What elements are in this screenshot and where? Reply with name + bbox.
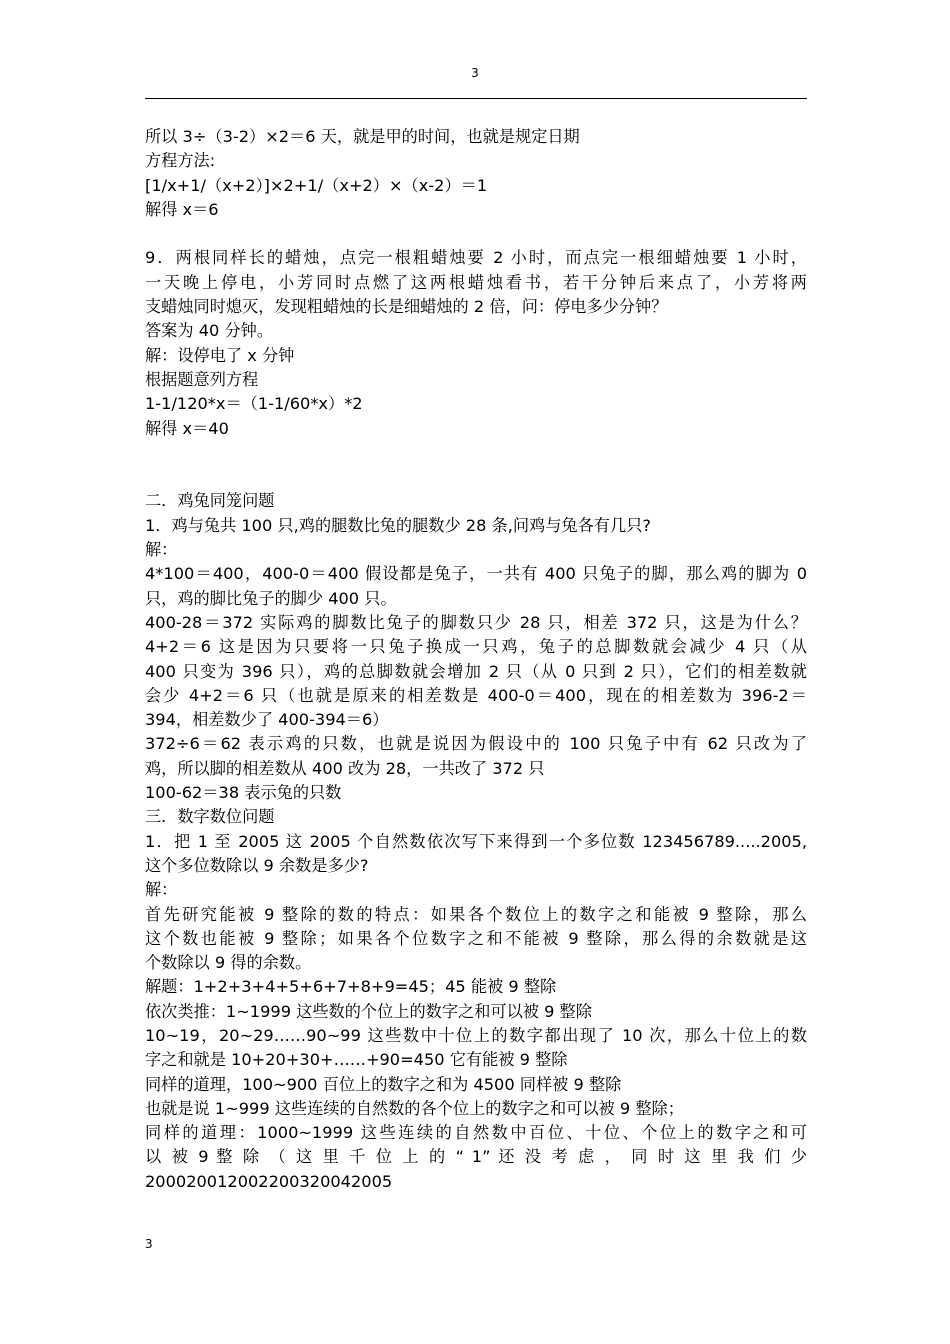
text-line: 10~19，20~29……90~99 这些数中十位上的数字都出现了 10 次，那么十位上的数 bbox=[145, 1025, 807, 1045]
text-line: 9．两根同样长的蜡烛，点完一根粗蜡烛要 2 小时，而点完一根细蜡烛要 1 小时， bbox=[145, 248, 807, 268]
text-line: 只，鸡的脚比兔子的脚少 400 只。 bbox=[145, 588, 397, 608]
text-line: 答案为 40 分钟。 bbox=[145, 321, 274, 341]
text-line: 也就是说 1~999 这些连续的自然数的各个位上的数字之和可以被 9 整除； bbox=[145, 1098, 684, 1118]
text-line: 根据题意列方程 bbox=[145, 369, 259, 389]
text-line: 解：设停电了 x 分钟 bbox=[145, 345, 295, 365]
header-divider bbox=[145, 98, 807, 99]
text-line: 400 只变为 396 只），鸡的总脚数就会增加 2 只（从 0 只到 2 只），它们的相差数就 bbox=[145, 661, 807, 681]
text-line: 2000200120022003200420​05 bbox=[145, 1171, 393, 1191]
text-line: 以 被 9 整 除 （ 这 里 千 位 上 的 “ 1” 还 没 考 虑 ， 同 时 这 里 我 们 少 bbox=[145, 1147, 807, 1167]
text-line bbox=[145, 465, 807, 489]
text-line: 372÷6＝62 表示鸡的只数，也就是说因为假设中的 100 只兔子中有 62 只改为了 bbox=[145, 734, 807, 754]
text-line: 二．鸡兔同笼问题 bbox=[145, 491, 275, 511]
text-line: 三．数字数位问题 bbox=[145, 807, 275, 827]
text-line: 1．鸡与兔共 100 只,鸡的腿数比兔的腿数少 28 条,问鸡与兔各有几只? bbox=[145, 515, 651, 535]
text-line: 字之和就是 10+20+30+……+90=450 它有能被 9 整除 bbox=[145, 1050, 568, 1070]
text-line: 解得 x＝40 bbox=[145, 418, 229, 438]
text-line: 4+2＝6 这是因为只要将一只兔子换成一只鸡，兔子的总脚数就会减少 4 只（从 bbox=[145, 637, 807, 657]
text-line bbox=[145, 222, 807, 246]
text-line: 解： bbox=[145, 880, 178, 900]
text-line: 100-62＝38 表示兔的只数 bbox=[145, 783, 342, 803]
text-line: 1-1/120*x＝（1-1/60*x）*2 bbox=[145, 394, 363, 414]
text-line: 解得 x＝6 bbox=[145, 199, 219, 219]
text-line: 4*100＝400，400-0＝400 假设都是兔子，一共有 400 只兔子的脚，那么鸡的脚为 0 bbox=[145, 564, 807, 584]
text-line: [1/x+1/（x+2）]×2+1/（x+2）×（x-2）＝1 bbox=[145, 175, 488, 195]
text-line: 所以 3÷（3-2）×2＝6 天，就是甲的时间，也就是规定日期 bbox=[145, 127, 580, 146]
text-line: 同样的道理：1000~1999 这些连续的自然数中百位、十位、个位上的数字之和可 bbox=[145, 1123, 807, 1143]
text-line bbox=[145, 441, 807, 465]
text-line: 这个多位数除以 9 余数是多少? bbox=[145, 855, 369, 875]
text-line: 解： bbox=[145, 540, 178, 560]
text-line: 394，相差数少了 400-394＝6） bbox=[145, 710, 389, 730]
text-line: 同样的道理，100~900 百位上的数字之和为 4500 同样被 9 整除 bbox=[145, 1074, 622, 1094]
text-line: 会少 4+2＝6 只（也就是原来的相差数是 400-0＝400，现在的相差数为 396-2＝ bbox=[145, 685, 807, 705]
text-line: 首先研究能被 9 整除的数的特点：如果各个数位上的数字之和能被 9 整除，那么 bbox=[145, 904, 807, 924]
text-line: 解题：1+2+3+4+5+6+7+8+9=45；45 能被 9 整除 bbox=[145, 977, 557, 997]
text-line: 1．把 1 至 2005 这 2005 个自然数依次写下来得到一个多位数 123456789.....2005, bbox=[145, 831, 807, 851]
text-line: 一天晚上停电，小芳同时点燃了这两根蜡烛看书，若干分钟后来点了，小芳将两 bbox=[145, 272, 807, 292]
text-line: 支蜡烛同时熄灭，发现粗蜡烛的长是细蜡烛的 2 倍，问：停电多少分钟？ bbox=[145, 297, 668, 317]
footer-page-number: 3 bbox=[145, 1237, 153, 1251]
text-line: 个数除以 9 得的余数。 bbox=[145, 953, 312, 973]
document-body bbox=[145, 125, 807, 1194]
text-line: 鸡，所以脚的相差数从 400 改为 28，一共改了 372 只 bbox=[145, 758, 545, 778]
header-page-number: 3 bbox=[471, 66, 479, 80]
text-line: 这个数也能被 9 整除；如果各个位数字之和不能被 9 整除，那么得的余数就是这 bbox=[145, 928, 807, 948]
text-line: 依次类推：1~1999 这些数的个位上的数字之和可以被 9 整除 bbox=[145, 1001, 592, 1021]
text-line: 400-28＝372 实际鸡的脚数比兔子的脚数只少 28 只，相差 372 只，这是为什么？ bbox=[145, 612, 807, 632]
text-line: 方程方法: bbox=[145, 151, 216, 171]
